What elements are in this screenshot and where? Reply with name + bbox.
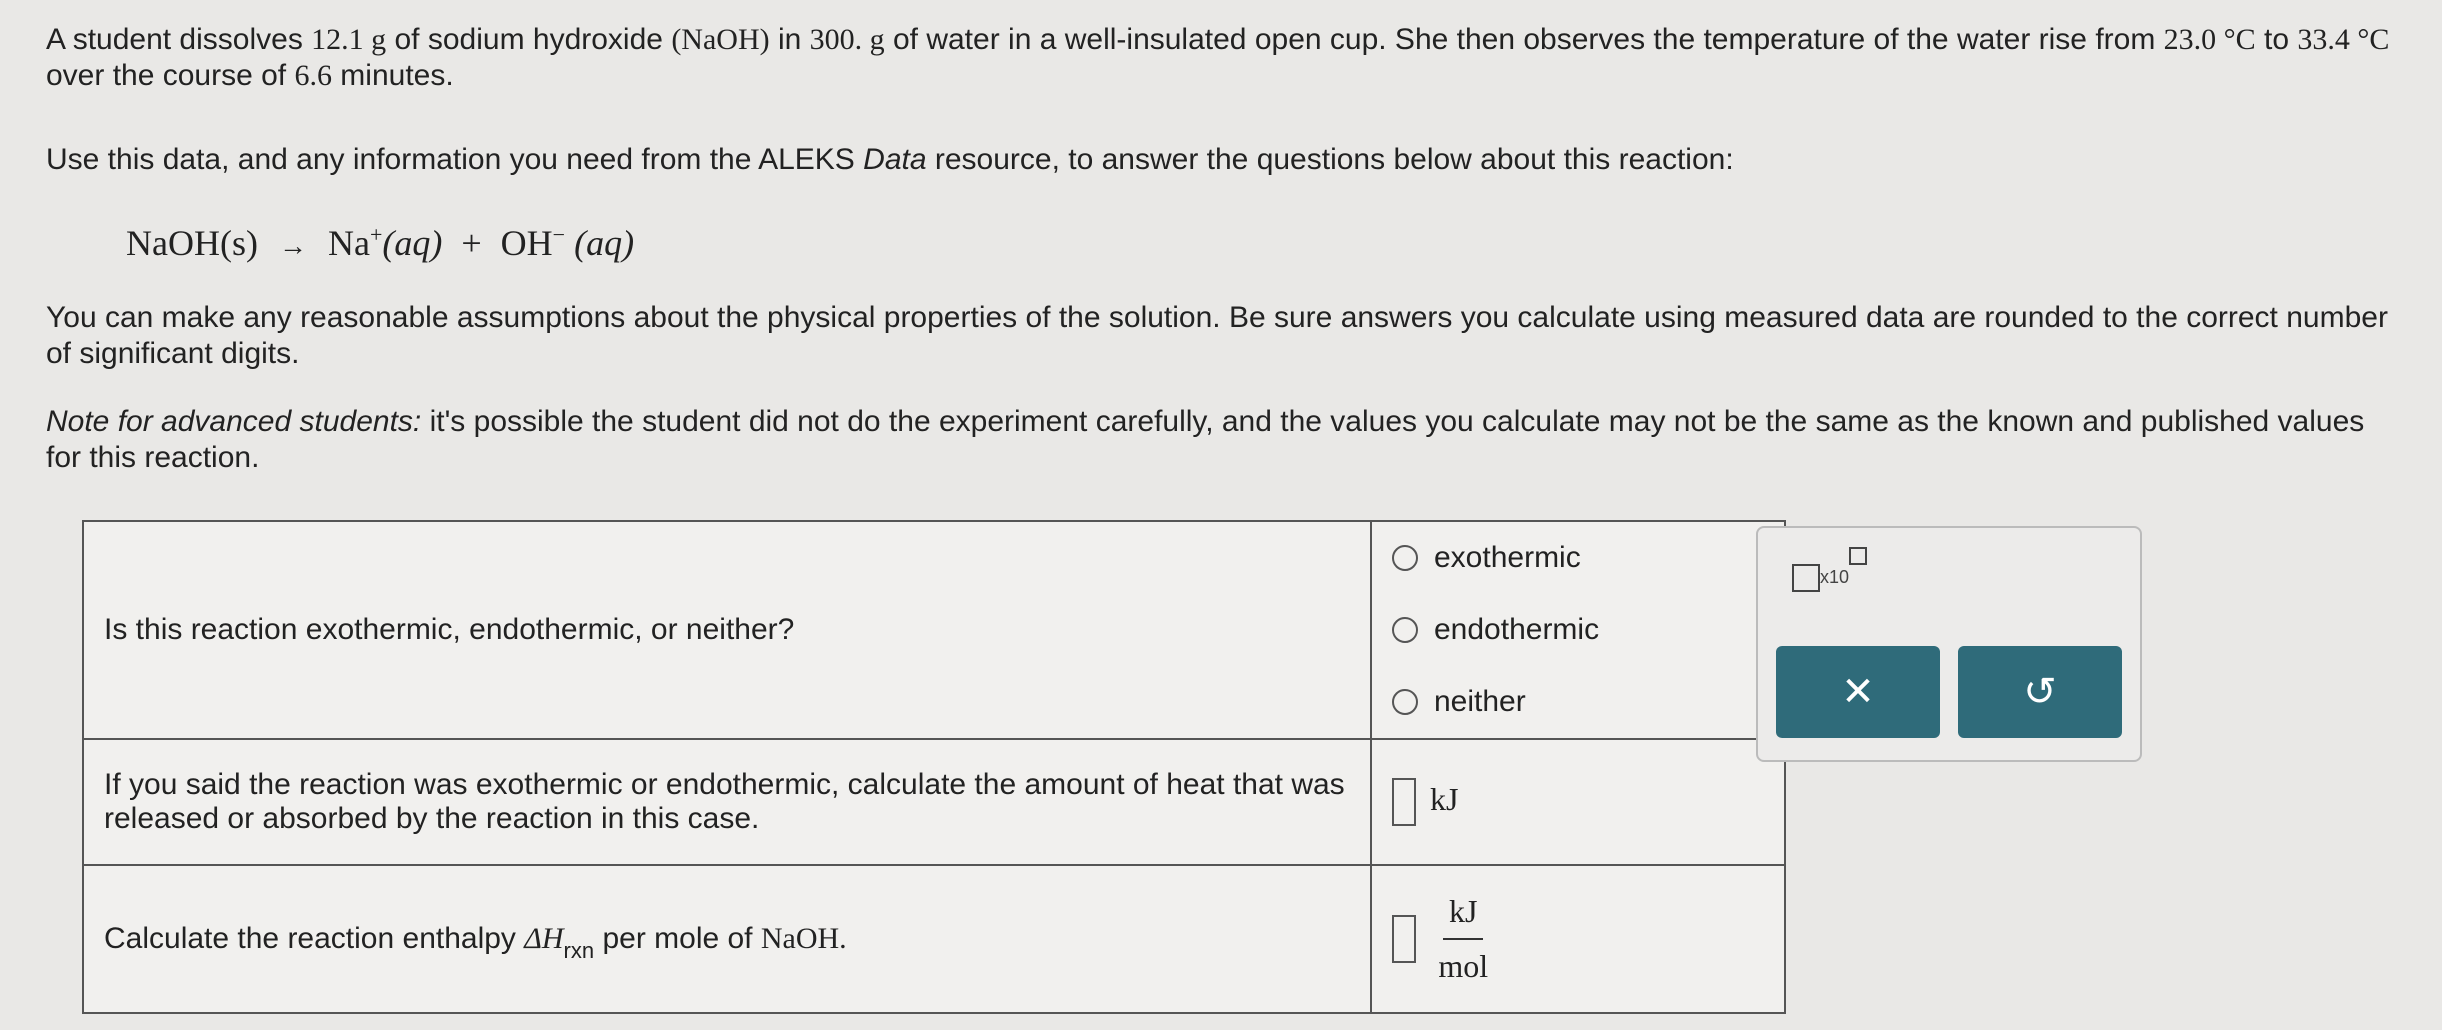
box-icon bbox=[1792, 564, 1820, 592]
radio-button-icon[interactable] bbox=[1392, 545, 1418, 571]
mass-naoh: 12.1 bbox=[311, 23, 364, 56]
temp-initial: 23.0 °C bbox=[2163, 23, 2256, 56]
eq-na: Na bbox=[327, 223, 370, 263]
problem-paragraph-3: You can make any reasonable assumptions about the physical properties of the solution. Be sure answers you calculate using measured data are rounded to the correct number of significant digits. bbox=[46, 301, 2388, 370]
data-resource-link: Data bbox=[863, 143, 927, 176]
problem-paragraph-1 bbox=[46, 22, 2406, 94]
unit-g: g bbox=[363, 23, 387, 56]
undo-icon: ↺ bbox=[2023, 670, 2057, 714]
text: of water in a well-insulated open cup. She then observes the temperature of the water rise from bbox=[884, 23, 2164, 56]
answer-2 bbox=[1371, 739, 1785, 865]
text: Use this data, and any information you need from the ALEKS bbox=[46, 143, 864, 176]
question-table bbox=[82, 520, 1786, 1014]
unit-label: kJ bbox=[1430, 780, 1459, 817]
option-exothermic[interactable] bbox=[1392, 522, 1764, 594]
unit-denominator: mol bbox=[1438, 948, 1489, 984]
question-2: If you said the reaction was exothermic or endothermic, calculate the amount of heat that was released or absorbed by the reaction in this case. bbox=[83, 739, 1371, 865]
answer-1-options bbox=[1371, 521, 1785, 739]
scientific-notation-button[interactable] bbox=[1792, 564, 1867, 592]
text: A student dissolves bbox=[46, 23, 312, 56]
text: Calculate the reaction enthalpy bbox=[104, 922, 525, 955]
undo-button[interactable] bbox=[1958, 646, 2122, 738]
enthalpy-answer-input[interactable] bbox=[1392, 915, 1416, 963]
text: resource, to answer the questions below about this reaction: bbox=[926, 143, 1734, 176]
x10-label: x10 bbox=[1820, 566, 1850, 587]
eq-reactant: NaOH(s) bbox=[126, 223, 258, 263]
text: in bbox=[769, 23, 810, 56]
text: minutes. bbox=[331, 59, 454, 92]
eq-state: (aq) bbox=[382, 223, 443, 263]
answer-3 bbox=[1371, 865, 1785, 1013]
table-row bbox=[83, 739, 1785, 865]
subscript-rxn: rxn bbox=[563, 938, 595, 963]
clear-button[interactable] bbox=[1776, 646, 1940, 738]
eq-plus: + bbox=[461, 223, 482, 263]
eq-state: (aq) bbox=[574, 223, 635, 263]
problem-paragraph-2 bbox=[46, 142, 2406, 178]
charge-plus: + bbox=[369, 222, 383, 247]
temp-final: 33.4 °C bbox=[2297, 23, 2390, 56]
question-1: Is this reaction exothermic, endothermic, or neither? bbox=[83, 521, 1371, 739]
table-row bbox=[83, 521, 1785, 739]
time-value: 6.6 bbox=[294, 59, 332, 92]
eq-oh: OH bbox=[500, 223, 553, 263]
text: it's possible the student did not do the experiment carefully, and the values you calculate may not be the same as the known and published values for this reaction. bbox=[46, 405, 2365, 474]
text: per mole of bbox=[594, 922, 761, 955]
heat-answer-input[interactable] bbox=[1392, 778, 1416, 826]
delta-h: ΔH bbox=[524, 922, 564, 955]
question-3 bbox=[83, 865, 1371, 1013]
charge-minus: − bbox=[552, 222, 566, 247]
unit-g: g bbox=[862, 23, 885, 56]
exponent-box-icon bbox=[1849, 547, 1867, 565]
option-endothermic[interactable] bbox=[1392, 594, 1764, 666]
answer-tools-panel bbox=[1756, 526, 2142, 762]
option-label: exothermic bbox=[1434, 541, 1581, 574]
text: over the course of bbox=[46, 59, 295, 92]
formula: NaOH. bbox=[760, 922, 847, 955]
problem-paragraph-4 bbox=[46, 404, 2406, 476]
mass-water: 300. bbox=[809, 23, 863, 56]
radio-button-icon[interactable] bbox=[1392, 689, 1418, 715]
text: to bbox=[2255, 23, 2298, 56]
option-label: neither bbox=[1434, 685, 1526, 718]
reaction-equation bbox=[126, 222, 634, 264]
close-icon: ✕ bbox=[1841, 670, 1875, 714]
radio-button-icon[interactable] bbox=[1392, 617, 1418, 643]
note-label: Note for advanced students: bbox=[46, 405, 422, 438]
table-row bbox=[83, 865, 1785, 1013]
text: of sodium hydroxide bbox=[386, 23, 672, 56]
option-neither[interactable] bbox=[1392, 666, 1764, 738]
formula: (NaOH) bbox=[671, 23, 770, 56]
unit-numerator: kJ bbox=[1443, 893, 1483, 940]
reaction-arrow-icon: → bbox=[278, 231, 307, 262]
option-label: endothermic bbox=[1434, 613, 1600, 646]
unit-fraction bbox=[1438, 893, 1488, 985]
